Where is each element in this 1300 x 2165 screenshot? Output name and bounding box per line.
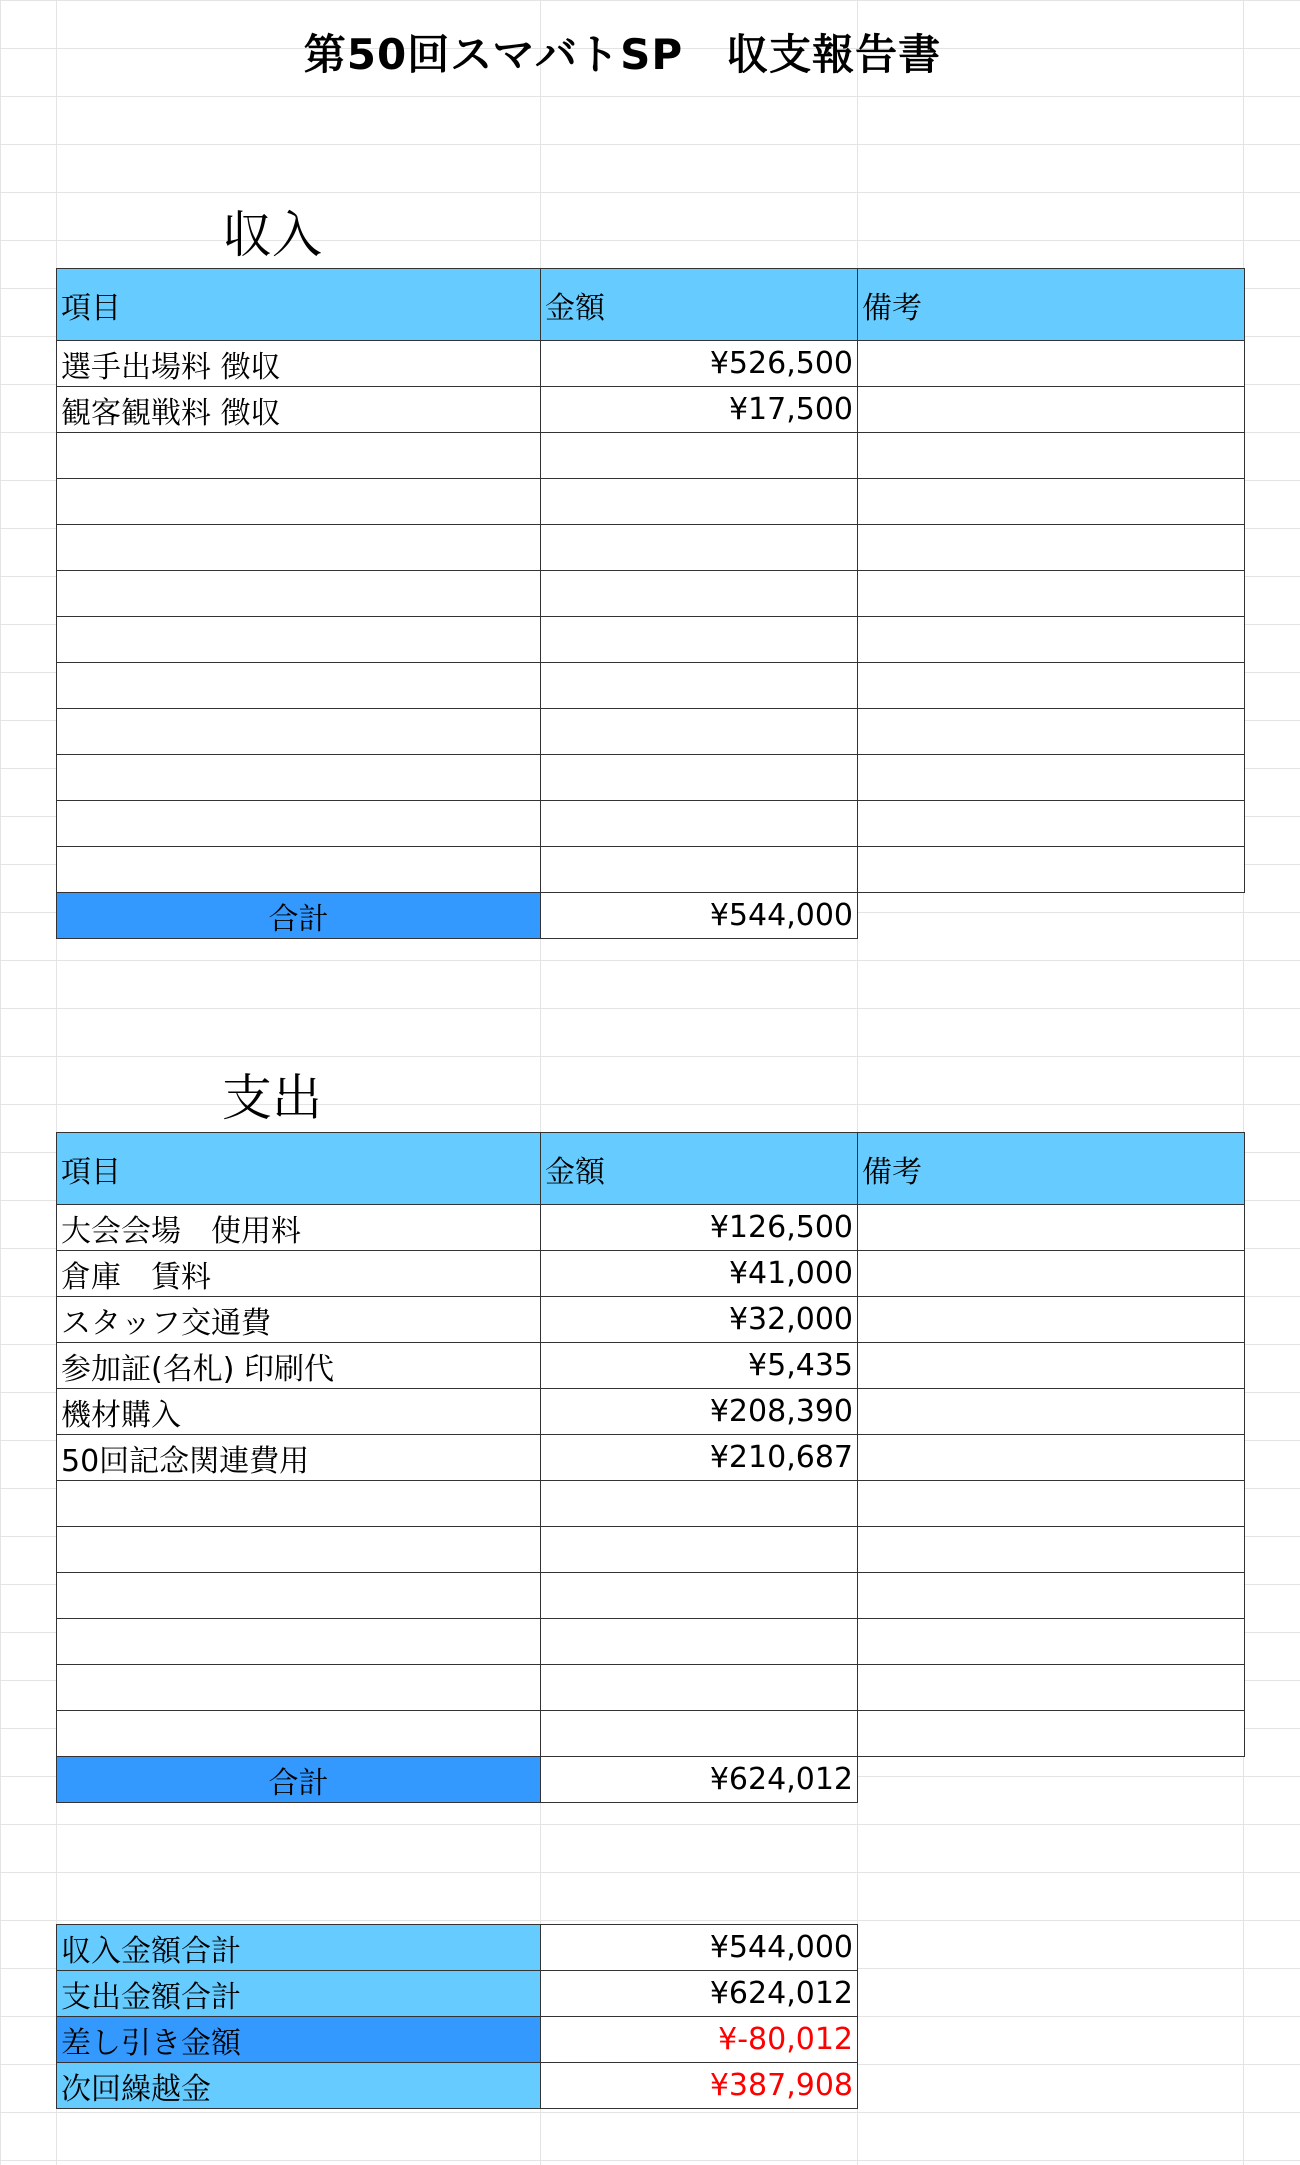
summary-row <box>57 2017 858 2063</box>
note-cell[interactable] <box>858 709 1245 755</box>
note-cell[interactable] <box>858 1389 1245 1435</box>
item-cell[interactable] <box>57 617 541 663</box>
table-row <box>57 479 1245 525</box>
note-cell[interactable] <box>858 1343 1245 1389</box>
amount-cell[interactable] <box>541 1527 858 1573</box>
item-cell[interactable] <box>57 571 541 617</box>
table-row <box>57 847 1245 893</box>
total-amount[interactable]: ¥544,000 <box>541 893 858 939</box>
amount-cell[interactable]: ¥526,500 <box>541 341 858 387</box>
item-cell[interactable]: 選手出場料 徴収 <box>57 341 541 387</box>
summary-row <box>57 1971 858 2017</box>
item-cell[interactable] <box>57 663 541 709</box>
table-row <box>57 1297 1245 1343</box>
expense-header-row <box>57 1133 1245 1205</box>
note-cell[interactable] <box>858 1435 1245 1481</box>
income-table <box>56 268 1245 939</box>
summary-label[interactable]: 支出金額合計 <box>57 1971 541 2017</box>
summary-label[interactable]: 次回繰越金 <box>57 2063 541 2109</box>
item-cell[interactable] <box>57 801 541 847</box>
item-cell[interactable]: スタッフ交通費 <box>57 1297 541 1343</box>
column-header[interactable]: 金額 <box>541 1133 858 1205</box>
table-row <box>57 1665 1245 1711</box>
item-cell[interactable] <box>57 847 541 893</box>
item-cell[interactable] <box>57 1711 541 1757</box>
column-header[interactable]: 備考 <box>858 269 1245 341</box>
amount-cell[interactable]: ¥41,000 <box>541 1251 858 1297</box>
table-row <box>57 1481 1245 1527</box>
column-header[interactable]: 備考 <box>858 1133 1245 1205</box>
income-heading: 収入 <box>222 206 322 264</box>
empty-cell[interactable] <box>858 1757 1245 1803</box>
note-cell[interactable] <box>858 1665 1245 1711</box>
item-cell[interactable]: 倉庫 賃料 <box>57 1251 541 1297</box>
expense-heading: 支出 <box>222 1069 322 1127</box>
amount-cell[interactable] <box>541 1573 858 1619</box>
amount-cell[interactable]: ¥126,500 <box>541 1205 858 1251</box>
table-row <box>57 1573 1245 1619</box>
total-label[interactable]: 合計 <box>57 893 541 939</box>
item-cell[interactable]: 機材購入 <box>57 1389 541 1435</box>
table-row <box>57 1527 1245 1573</box>
column-header[interactable]: 項目 <box>57 269 541 341</box>
amount-cell[interactable] <box>541 525 858 571</box>
item-cell[interactable] <box>57 1665 541 1711</box>
summary-amount[interactable]: ¥-80,012 <box>541 2017 858 2063</box>
table-row <box>57 663 1245 709</box>
amount-cell[interactable] <box>541 571 858 617</box>
summary-row <box>57 2063 858 2109</box>
amount-cell[interactable] <box>541 755 858 801</box>
summary-row <box>57 1925 858 1971</box>
item-cell[interactable] <box>57 1619 541 1665</box>
table-row <box>57 1711 1245 1757</box>
table-row <box>57 525 1245 571</box>
column-header[interactable]: 項目 <box>57 1133 541 1205</box>
amount-cell[interactable] <box>541 1481 858 1527</box>
income-total-row <box>57 893 1245 939</box>
income-header-row <box>57 269 1245 341</box>
item-cell[interactable] <box>57 709 541 755</box>
summary-label[interactable]: 差し引き金額 <box>57 2017 541 2063</box>
expense-total-row <box>57 1757 1245 1803</box>
amount-cell[interactable]: ¥5,435 <box>541 1343 858 1389</box>
total-label[interactable]: 合計 <box>57 1757 541 1803</box>
table-row <box>57 1205 1245 1251</box>
amount-cell[interactable]: ¥32,000 <box>541 1297 858 1343</box>
item-cell[interactable]: 観客観戦料 徴収 <box>57 387 541 433</box>
note-cell[interactable] <box>858 663 1245 709</box>
item-cell[interactable] <box>57 479 541 525</box>
note-cell[interactable] <box>858 801 1245 847</box>
table-row <box>57 801 1245 847</box>
note-cell[interactable] <box>858 1573 1245 1619</box>
summary-amount[interactable]: ¥624,012 <box>541 1971 858 2017</box>
item-cell[interactable]: 参加証(名札) 印刷代 <box>57 1343 541 1389</box>
total-amount[interactable]: ¥624,012 <box>541 1757 858 1803</box>
table-row <box>57 755 1245 801</box>
table-row <box>57 571 1245 617</box>
table-row <box>57 433 1245 479</box>
item-cell[interactable]: 大会会場 使用料 <box>57 1205 541 1251</box>
summary-amount[interactable]: ¥387,908 <box>541 2063 858 2109</box>
table-row <box>57 617 1245 663</box>
note-cell[interactable] <box>858 755 1245 801</box>
column-header[interactable]: 金額 <box>541 269 858 341</box>
item-cell[interactable] <box>57 1573 541 1619</box>
item-cell[interactable] <box>57 433 541 479</box>
table-row <box>57 709 1245 755</box>
note-cell[interactable] <box>858 525 1245 571</box>
amount-cell[interactable] <box>541 1665 858 1711</box>
note-cell[interactable] <box>858 1251 1245 1297</box>
expense-table <box>56 1132 1245 1803</box>
amount-cell[interactable] <box>541 709 858 755</box>
summary-label[interactable]: 収入金額合計 <box>57 1925 541 1971</box>
amount-cell[interactable] <box>541 617 858 663</box>
item-cell[interactable] <box>57 1481 541 1527</box>
note-cell[interactable] <box>858 847 1245 893</box>
note-cell[interactable] <box>858 1297 1245 1343</box>
summary-table <box>56 1924 858 2109</box>
amount-cell[interactable] <box>541 663 858 709</box>
item-cell[interactable] <box>57 1527 541 1573</box>
amount-cell[interactable] <box>541 479 858 525</box>
note-cell[interactable] <box>858 341 1245 387</box>
table-row <box>57 341 1245 387</box>
note-cell[interactable] <box>858 387 1245 433</box>
table-row <box>57 1435 1245 1481</box>
item-cell[interactable] <box>57 525 541 571</box>
amount-cell[interactable] <box>541 801 858 847</box>
note-cell[interactable] <box>858 571 1245 617</box>
amount-cell[interactable] <box>541 847 858 893</box>
amount-cell[interactable]: ¥17,500 <box>541 387 858 433</box>
note-cell[interactable] <box>858 1527 1245 1573</box>
note-cell[interactable] <box>858 1205 1245 1251</box>
note-cell[interactable] <box>858 433 1245 479</box>
note-cell[interactable] <box>858 1619 1245 1665</box>
amount-cell[interactable] <box>541 1711 858 1757</box>
table-row <box>57 1343 1245 1389</box>
note-cell[interactable] <box>858 1481 1245 1527</box>
amount-cell[interactable]: ¥210,687 <box>541 1435 858 1481</box>
amount-cell[interactable] <box>541 1619 858 1665</box>
note-cell[interactable] <box>858 479 1245 525</box>
amount-cell[interactable]: ¥208,390 <box>541 1389 858 1435</box>
note-cell[interactable] <box>858 1711 1245 1757</box>
summary-amount[interactable]: ¥544,000 <box>541 1925 858 1971</box>
item-cell[interactable]: 50回記念関連費用 <box>57 1435 541 1481</box>
table-row <box>57 1251 1245 1297</box>
table-row <box>57 1389 1245 1435</box>
item-cell[interactable] <box>57 755 541 801</box>
table-row <box>57 387 1245 433</box>
amount-cell[interactable] <box>541 433 858 479</box>
note-cell[interactable] <box>858 617 1245 663</box>
report-title: 第50回スマバトSP 収支報告書 <box>303 30 942 79</box>
table-row <box>57 1619 1245 1665</box>
empty-cell[interactable] <box>858 893 1245 939</box>
